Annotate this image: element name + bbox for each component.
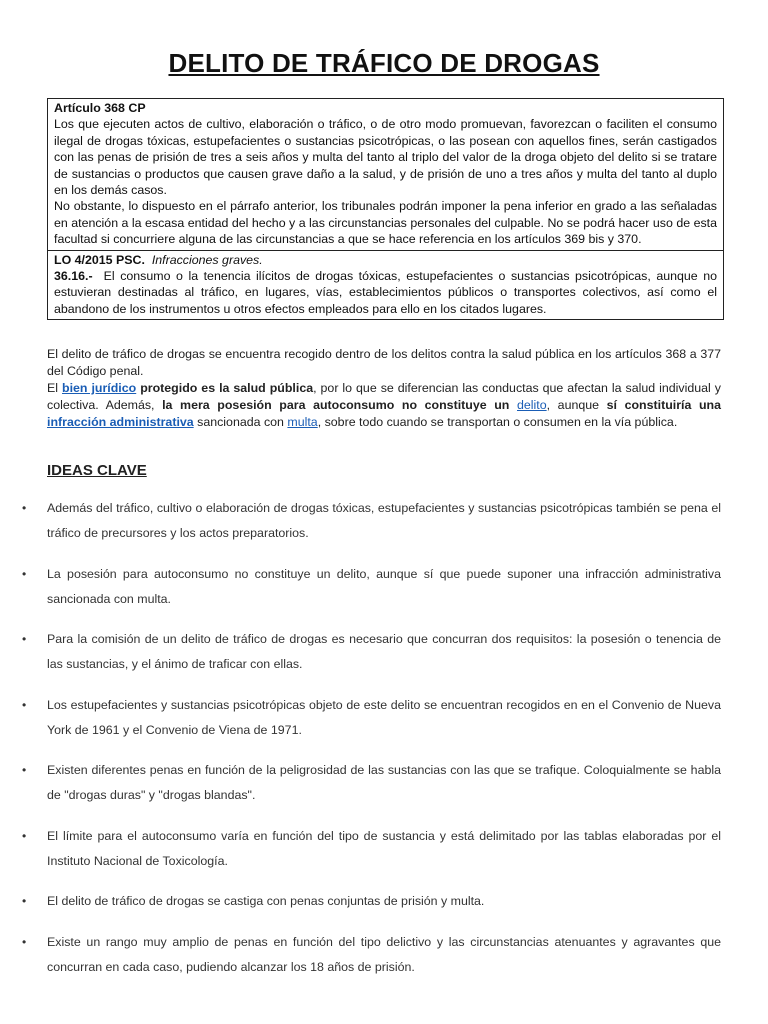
list-item — [0, 496, 768, 546]
list-item-text: Existe un rango muy amplio de penas en función del tipo delictivo y las circunstancias atenuantes y agravantes que concurran en cada caso, pudiendo alcanzar los 18 años de prisión. — [47, 934, 721, 974]
link-multa[interactable]: multa — [287, 415, 318, 429]
list-item-text: La posesión para autoconsumo no constituye un delito, aunque sí que puede suponer una infracción administrativa sancionada con multa. — [47, 566, 721, 606]
intro-bold-text: protegido es la salud pública — [140, 381, 314, 395]
list-item — [0, 824, 768, 874]
bullet-icon: • — [22, 501, 27, 515]
link-delito[interactable]: delito — [517, 398, 547, 412]
article-368-paragraph-1: Los que ejecuten actos de cultivo, elaboración o tráfico, o de otro modo promuevan, favorezcan o faciliten el consumo ilegal de drogas tóxicas, estupefacientes o sustancias psicotrópicas, o las posean con aquellos fines, serán castigados con las penas de prisión de tres a seis años y multa del tanto al triplo del valor de la droga objeto del delito si se tratare de sustancias o productos que causen grave daño a la salud, y de prisión de uno a tres años y multa del tanto al duplo en los demás casos. — [54, 117, 717, 198]
list-item — [0, 562, 768, 612]
article-368-section — [48, 99, 723, 250]
list-item-text: El delito de tráfico de drogas se castiga con penas conjuntas de prisión y multa. — [47, 894, 485, 908]
document-title: DELITO DE TRÁFICO DE DROGAS — [168, 48, 600, 78]
intro-text: , sobre todo cuando se transportan o consumen en la vía pública. — [317, 415, 678, 429]
bullet-icon: • — [22, 828, 27, 843]
list-item-text: El límite para el autoconsumo varía en función del tipo de sustancia y está delimitado por las tablas elaboradas por el Instituto Nacional de Toxicología. — [47, 828, 721, 868]
lo-article-text: El consumo o la tenencia ilícitos de drogas tóxicas, estupefacientes o sustancias psicotrópicas, aunque no estuvieran destinadas al tráfico, en lugares, vías, establecimientos públicos o transportes colectivos, así como el abandono de los instrumentos u otros efectos empleados para ello en los citados lugares. — [54, 269, 717, 316]
lo-4-2015-section — [48, 250, 723, 320]
bullet-icon: • — [22, 934, 27, 949]
list-item-text: Para la comisión de un delito de tráfico de drogas es necesario que concurran dos requisitos: la posesión o tenencia de las sustancias, y el ánimo de traficar con ellas. — [47, 632, 721, 671]
lo-subheading: Infracciones graves. — [151, 252, 263, 267]
intro-paragraph-2 — [47, 380, 721, 431]
list-item-text: Los estupefacientes y sustancias psicotrópicas objeto de este delito se encuentran recogidos en en el Convenio de Nueva York de 1961 y el Convenio de Viena de 1971. — [47, 697, 721, 737]
article-368-paragraph-2: No obstante, lo dispuesto en el párrafo anterior, los tribunales podrán imponer la pena inferior en grado a las señaladas en atención a la escasa entidad del hecho y a las circunstancias personales del culpable. No se podrá hacer uso de esta facultad si concurriere alguna de las circunstancias a que se hace referencia en los artículos 369 bis y 370. — [54, 199, 717, 247]
bullet-icon: • — [22, 697, 27, 712]
intro-bold-text: la mera posesión para autoconsumo no constituye un — [162, 398, 510, 412]
list-item — [0, 627, 768, 677]
list-item-text: Existen diferentes penas en función de la peligrosidad de las sustancias con las que se trafique. Coloquialmente se habla de "drogas duras" y "drogas blandas". — [47, 763, 721, 802]
bullet-icon: • — [22, 894, 27, 908]
bullet-icon: • — [22, 566, 27, 581]
intro-text: , aunque — [546, 398, 600, 412]
list-item — [0, 889, 768, 914]
intro-section — [47, 346, 721, 431]
list-item — [0, 930, 768, 980]
bullet-icon: • — [22, 763, 27, 777]
link-infraccion-administrativa[interactable]: infracción administrativa — [47, 415, 194, 429]
legal-text-box — [47, 98, 724, 320]
intro-bold-text: sí constituiría una — [606, 398, 722, 412]
list-item-text: Además del tráfico, cultivo o elaboración de drogas tóxicas, estupefacientes y sustancias psicotrópicas también se pena el tráfico de precursores y los actos preparatorios. — [47, 501, 721, 540]
list-item — [0, 693, 768, 743]
lo-article-number: 36.16.- — [54, 269, 93, 284]
lo-heading-line — [54, 252, 717, 268]
ideas-list — [0, 496, 768, 995]
intro-paragraph-1: El delito de tráfico de drogas se encuentra recogido dentro de los delitos contra la salud pública en los artículos 368 a 377 del Código penal. — [47, 347, 721, 378]
article-368-heading: Artículo 368 CP — [54, 101, 146, 115]
list-item — [0, 758, 768, 808]
ideas-clave-heading: IDEAS CLAVE — [47, 462, 147, 479]
intro-text: sancionada con — [197, 415, 284, 429]
link-bien-juridico[interactable]: bien jurídico — [62, 381, 137, 395]
intro-text: El — [47, 381, 59, 395]
intro-text: , por lo que se diferencian las conductas que afectan la salud individual y colectiva. Además, — [47, 381, 721, 412]
lo-heading: LO 4/2015 PSC. — [54, 252, 145, 267]
lo-paragraph — [54, 268, 717, 317]
bullet-icon: • — [22, 632, 27, 646]
